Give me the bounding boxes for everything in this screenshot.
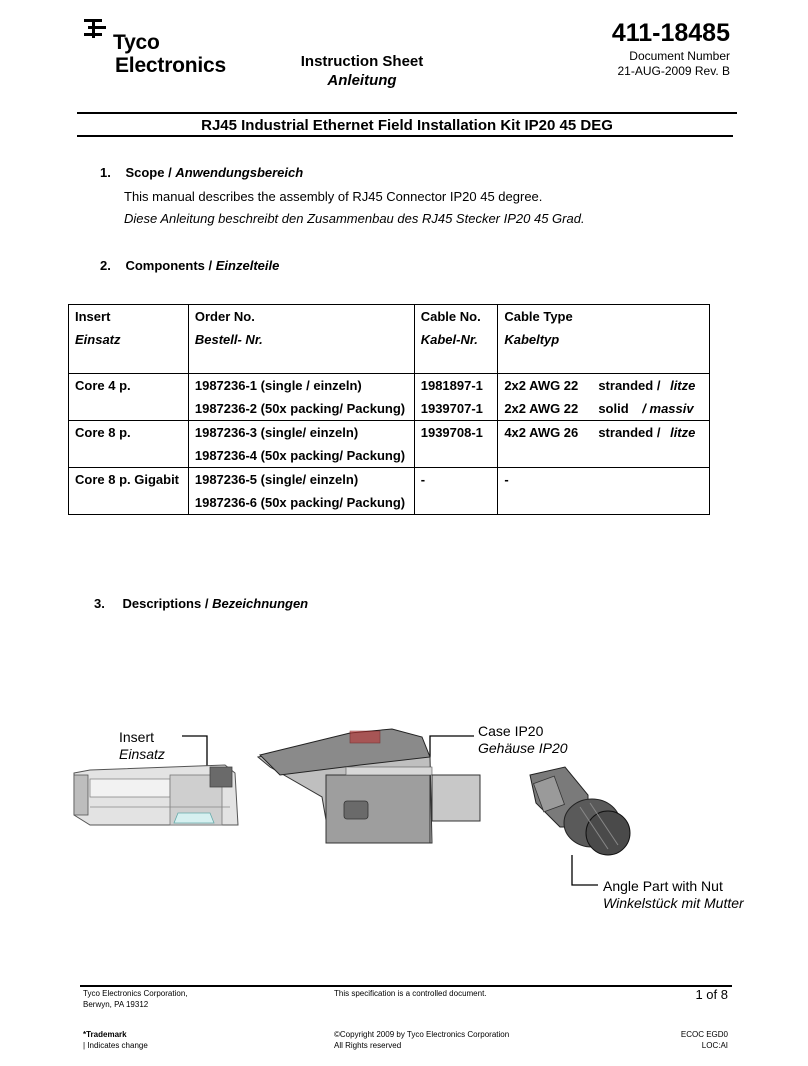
section-scope-heading [100, 165, 303, 180]
section-label: Descriptions / [122, 596, 209, 611]
type-size: 2x2 AWG 22 [504, 378, 579, 393]
type-size: 2x2 AWG 22 [504, 401, 579, 416]
case-leader-line [430, 736, 474, 757]
cell-order [188, 374, 414, 421]
cell-cable [414, 468, 498, 515]
type-value [504, 374, 703, 397]
order-value: 1987236-6 (50x packing/ Packung) [194, 495, 406, 510]
scope-text-de: Diese Anleitung beschreibt den Zusammenbau des RJ45 Stecker IP20 45 Grad. [124, 211, 585, 226]
type-kind-de: litze [670, 425, 696, 440]
header-label: Cable Type [504, 309, 573, 324]
order-value: 1987236-3 (single/ einzeln) [194, 425, 359, 440]
section-label: Scope / [125, 165, 172, 180]
header-label: Insert [75, 309, 111, 324]
header-order [188, 305, 414, 374]
components-table [68, 304, 710, 515]
header-rule-top [77, 112, 737, 114]
section-label-de: Anwendungsbereich [175, 165, 304, 180]
angle-part-icon [530, 767, 630, 855]
cell-insert [69, 421, 189, 468]
table-row [69, 374, 710, 421]
table-row [69, 421, 710, 468]
insert-leader-line [182, 736, 207, 767]
cable-value: 1939708-1 [420, 425, 483, 440]
ecoc-code: ECOC EGD0 [680, 1030, 728, 1039]
sheet-title-en: Instruction Sheet [300, 53, 424, 70]
header-insert [69, 305, 189, 374]
tyco-logo-icon [83, 17, 109, 43]
header-cable [414, 305, 498, 374]
document-number: 411-18485 [611, 19, 730, 47]
order-value: 1987236-4 (50x packing/ Packung) [194, 448, 406, 463]
connector-assembly-illustration [60, 715, 660, 905]
document-number-label: Document Number [629, 49, 730, 63]
type-value [504, 421, 703, 444]
type-size: - [504, 472, 509, 487]
cell-order [188, 421, 414, 468]
insert-label-de: Einsatz [119, 746, 165, 762]
insert-value: Core 8 p. Gigabit [75, 472, 180, 487]
sheet-title [262, 52, 462, 90]
section-number: 3. [94, 596, 105, 611]
table-header-row [69, 305, 710, 374]
footer-controlled-note: This specification is a controlled document. [334, 989, 487, 998]
header-rule-bottom [77, 135, 733, 137]
cable-value: - [420, 472, 426, 487]
section-label-de: Bezeichnungen [212, 596, 309, 611]
type-kind: stranded / [598, 378, 661, 393]
company-name-line1: Tyco [113, 31, 160, 54]
insert-value: Core 8 p. [75, 425, 131, 440]
order-value: 1987236-5 (single/ einzeln) [194, 472, 359, 487]
cell-insert [69, 468, 189, 515]
header-label-de: Einsatz [75, 332, 121, 347]
type-kind-de: litze [670, 378, 696, 393]
cable-value: 1939707-1 [420, 401, 483, 416]
type-kind-de: / massiv [642, 401, 694, 416]
footer-corp-line2: Berwyn, PA 19312 [83, 1000, 149, 1009]
footer-trademark [83, 1029, 148, 1051]
loc-code: LOC:AI [701, 1041, 728, 1050]
section-number: 1. [100, 165, 111, 180]
header-label: Order No. [194, 309, 255, 324]
cable-value: 1981897-1 [420, 378, 483, 393]
footer-codes [681, 1029, 728, 1051]
change-note: | Indicates change [83, 1041, 148, 1050]
insert-part-icon [74, 765, 238, 825]
table-row [69, 468, 710, 515]
header-label-de: Kabel-Nr. [420, 332, 478, 347]
sheet-title-de: Anleitung [327, 72, 397, 89]
section-label-de: Einzelteile [215, 258, 280, 273]
type-kind: solid [598, 401, 629, 416]
case-label-en: Case IP20 [478, 723, 544, 739]
insert-value: Core 4 p. [75, 378, 131, 393]
page-number: 1 of 8 [695, 987, 728, 1002]
cell-order [188, 468, 414, 515]
header-label-de: Kabeltyp [504, 332, 560, 347]
cell-type [498, 468, 710, 515]
type-size: 4x2 AWG 26 [504, 425, 579, 440]
cell-insert [69, 374, 189, 421]
section-descriptions-heading [94, 596, 308, 611]
scope-text-en: This manual describes the assembly of RJ45 Connector IP20 45 degree. [124, 189, 543, 204]
order-value: 1987236-1 (single / einzeln) [194, 378, 362, 393]
case-label-de: Gehäuse IP20 [478, 740, 568, 756]
company-logo [83, 17, 233, 77]
header-label-de: Bestell- Nr. [194, 332, 263, 347]
rights-line: All Rights reserved [334, 1041, 402, 1050]
document-title: RJ45 Industrial Ethernet Field Installation Kit IP20 45 DEG [201, 117, 613, 134]
case-part-icon [258, 729, 480, 843]
type-value [504, 397, 703, 420]
angle-leader-line [572, 855, 598, 885]
type-kind: stranded / [598, 425, 661, 440]
cell-cable [414, 421, 498, 468]
header-label: Cable No. [420, 309, 481, 324]
cell-type [498, 421, 710, 468]
trademark-note: *Trademark [83, 1030, 127, 1039]
footer-corporation [83, 988, 188, 1010]
copyright-line: ©Copyright 2009 by Tyco Electronics Corporation [334, 1030, 510, 1039]
footer-copyright [334, 1029, 509, 1051]
section-number: 2. [100, 258, 111, 273]
section-label: Components / [125, 258, 213, 273]
order-value: 1987236-2 (50x packing/ Packung) [194, 401, 406, 416]
revision-date: 21-AUG-2009 Rev. B [617, 64, 730, 78]
insert-label-en: Insert [119, 729, 155, 745]
angle-label-en: Angle Part with Nut [603, 878, 723, 894]
angle-label-de: Winkelstück mit Mutter [603, 895, 744, 911]
company-name-line2: Electronics [115, 54, 227, 77]
cell-type [498, 374, 710, 421]
footer-rule [80, 985, 732, 987]
cell-cable [414, 374, 498, 421]
footer-corp-line1: Tyco Electronics Corporation, [83, 989, 188, 998]
header-type [498, 305, 710, 374]
section-components-heading [100, 258, 279, 273]
